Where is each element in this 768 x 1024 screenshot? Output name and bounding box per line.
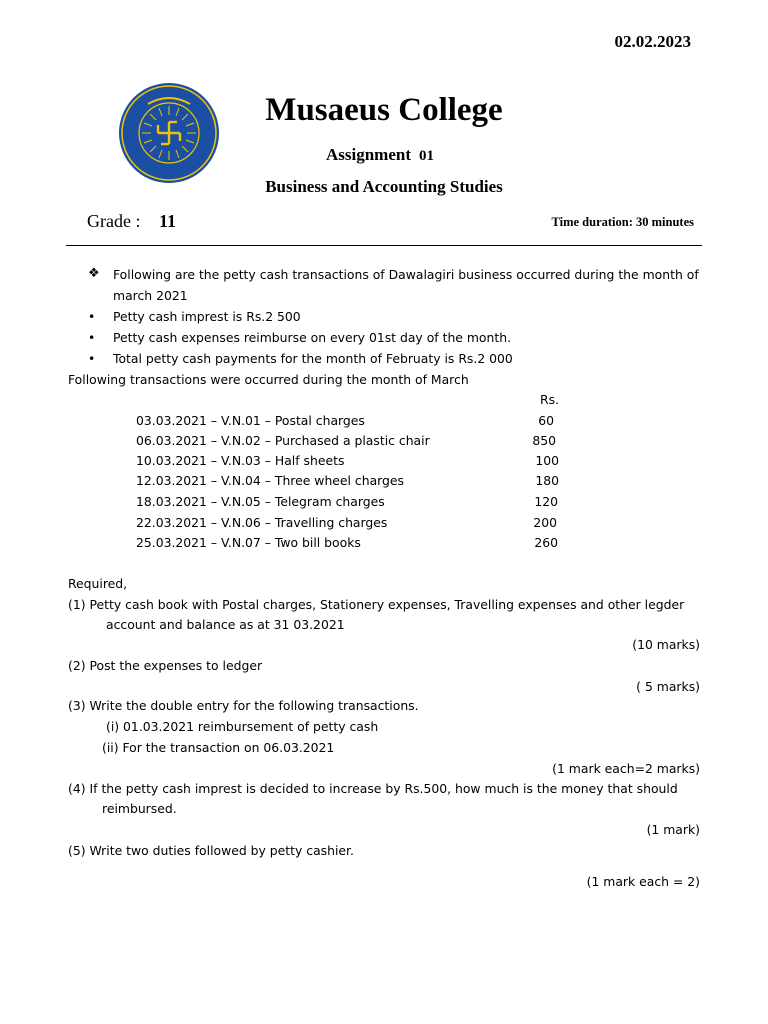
assignment-number: 01 — [419, 148, 435, 164]
header-divider — [66, 245, 702, 246]
question-4-continued: reimbursed. — [102, 801, 177, 816]
question-3: (3) Write the double entry for the following transactions. — [68, 698, 419, 713]
transaction-item: 25.03.2021 – V.N.07 – Two bill books — [136, 535, 361, 550]
bullet-text-2: Petty cash imprest is Rs.2 500 — [113, 309, 301, 324]
transaction-item: 22.03.2021 – V.N.06 – Travelling charges — [136, 515, 388, 530]
college-name: Musaeus College — [265, 92, 503, 128]
bullet-text-3: Petty cash expenses reimburse on every 01st day of the month. — [113, 330, 512, 345]
question-1: (1) Petty cash book with Postal charges, Stationery expenses, Travelling expenses and other legder — [68, 597, 685, 612]
transaction-amount: 60 — [538, 413, 554, 428]
transaction-item: 03.03.2021 – V.N.01 – Postal charges — [136, 413, 365, 428]
currency-header: Rs. — [540, 392, 560, 407]
question-1-marks: (10 marks) — [632, 637, 700, 652]
question-4-marks: (1 mark) — [646, 822, 700, 837]
question-4: (4) If the petty cash imprest is decided to increase by Rs.500, how much is the money that should — [68, 781, 678, 796]
grade-value: 11 — [159, 211, 177, 231]
bullet-text-1: Following are the petty cash transactions of Dawalagiri business occurred during the month of march 2021 — [113, 267, 699, 303]
grade-label: Grade : — [87, 211, 141, 231]
intro-text: Following transactions were occurred during the month of March — [68, 372, 469, 387]
diamond-bullet-icon: ❖ — [88, 266, 100, 281]
transaction-amount: 850 — [532, 433, 556, 448]
transaction-item: 18.03.2021 – V.N.05 – Telegram charges — [136, 494, 385, 509]
transaction-amount: 120 — [534, 494, 558, 509]
transaction-amount: 260 — [534, 535, 558, 550]
disc-bullet-icon: • — [88, 309, 96, 324]
transaction-amount: 100 — [535, 453, 559, 468]
disc-bullet-icon: • — [88, 351, 96, 366]
transaction-amount: 180 — [535, 473, 559, 488]
assignment-label: Assignment — [326, 145, 412, 164]
required-label: Required, — [68, 576, 128, 591]
transaction-item: 12.03.2021 – V.N.04 – Three wheel charges — [136, 473, 405, 488]
question-3-part-i: (i) 01.03.2021 reimbursement of petty cash — [106, 719, 379, 734]
disc-bullet-icon: • — [88, 330, 96, 345]
question-5-marks: (1 mark each = 2) — [586, 874, 700, 889]
question-2-marks: ( 5 marks) — [636, 679, 700, 694]
subject-title: Business and Accounting Studies — [265, 177, 503, 196]
assignment-heading — [326, 145, 434, 165]
transaction-amount: 200 — [533, 515, 557, 530]
transaction-item: 10.03.2021 – V.N.03 – Half sheets — [136, 453, 345, 468]
question-3-marks: (1 mark each=2 marks) — [552, 761, 700, 776]
question-2: (2) Post the expenses to ledger — [68, 658, 263, 673]
transaction-item: 06.03.2021 – V.N.02 – Purchased a plastic chair — [136, 433, 430, 448]
question-3-part-ii: (ii) For the transaction on 06.03.2021 — [102, 740, 335, 755]
question-5: (5) Write two duties followed by petty cashier. — [68, 843, 354, 858]
document-date: 02.02.2023 — [614, 32, 691, 51]
bullet-text-4: Total petty cash payments for the month of Februaty is Rs.2 000 — [113, 351, 513, 366]
question-1-continued: account and balance as at 31 03.2021 — [106, 617, 345, 632]
time-duration: Time duration: 30 minutes — [551, 215, 694, 229]
